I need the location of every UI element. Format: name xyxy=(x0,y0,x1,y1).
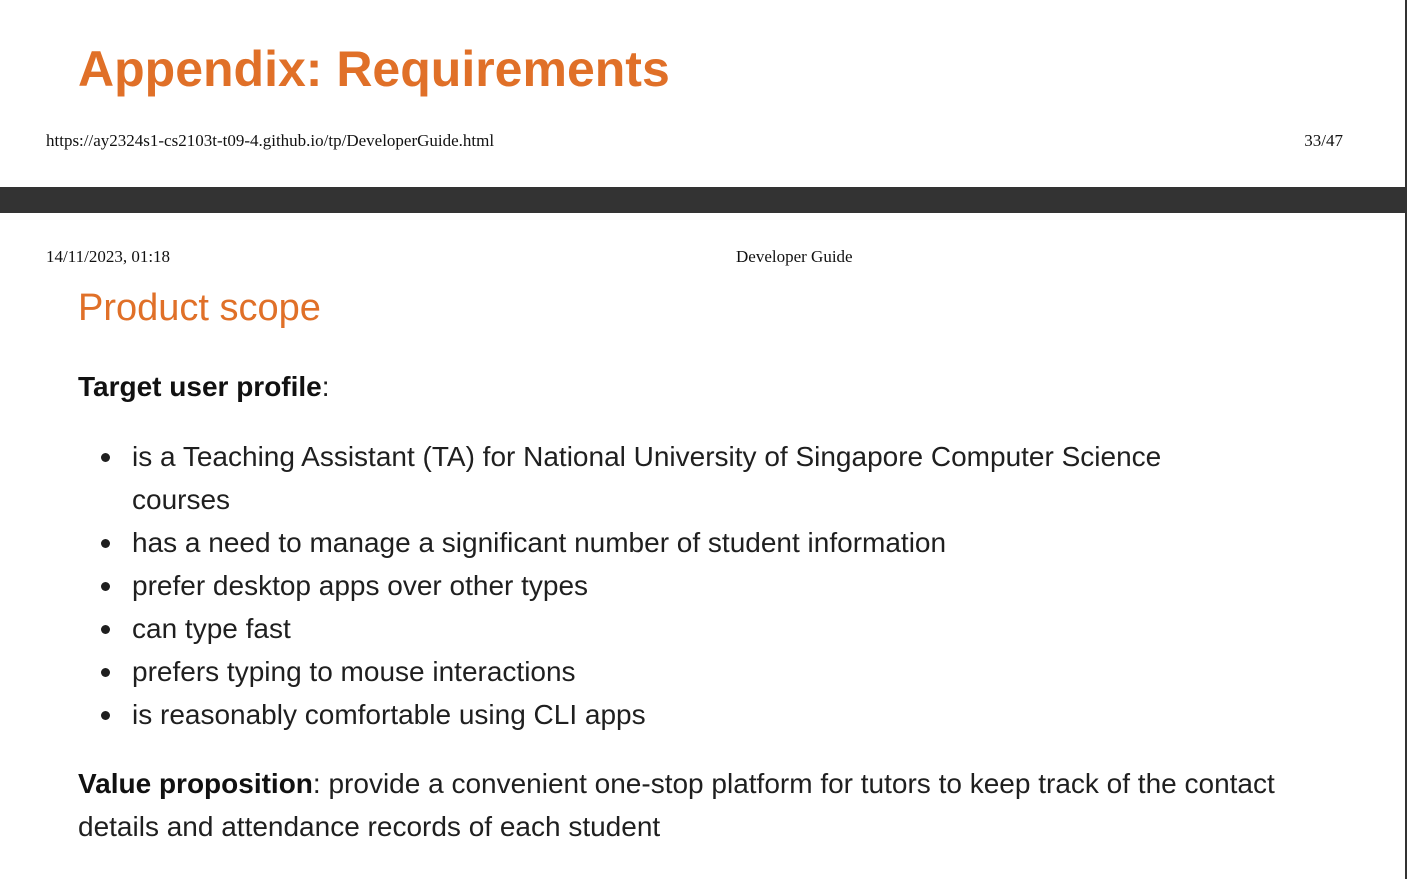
target-user-label: Target user profile xyxy=(78,371,322,402)
list-item: prefers typing to mouse interactions xyxy=(132,650,1242,693)
target-user-paragraph xyxy=(78,365,1278,408)
print-footer-page-number: 33/47 xyxy=(1304,131,1343,150)
page-separator xyxy=(0,187,1407,213)
print-header-datetime: 14/11/2023, 01:18 xyxy=(46,247,171,266)
target-user-list xyxy=(132,435,1242,736)
print-header-title: Developer Guide xyxy=(736,247,853,266)
target-user-colon: : xyxy=(321,371,330,402)
value-proposition-paragraph xyxy=(78,762,1278,848)
list-item: has a need to manage a significant number of student information xyxy=(132,521,1242,564)
list-item: is reasonably comfortable using CLI apps xyxy=(132,693,1242,736)
list-item: can type fast xyxy=(132,607,1242,650)
list-item: is a Teaching Assistant (TA) for National University of Singapore Computer Science courses xyxy=(132,435,1242,521)
value-proposition-text: : provide a convenient one-stop platform for tutors to keep track of the contact details and attendance records of each student xyxy=(78,768,1275,842)
list-item: prefer desktop apps over other types xyxy=(132,564,1242,607)
pdf-page-previous xyxy=(0,0,1405,187)
print-footer-url: https://ay2324s1-cs2103t-t09-4.github.io/tp/DeveloperGuide.html xyxy=(46,131,495,150)
appendix-heading: Appendix: Requirements xyxy=(78,41,670,97)
product-scope-heading: Product scope xyxy=(78,287,321,329)
value-proposition-label: Value proposition xyxy=(78,768,313,799)
